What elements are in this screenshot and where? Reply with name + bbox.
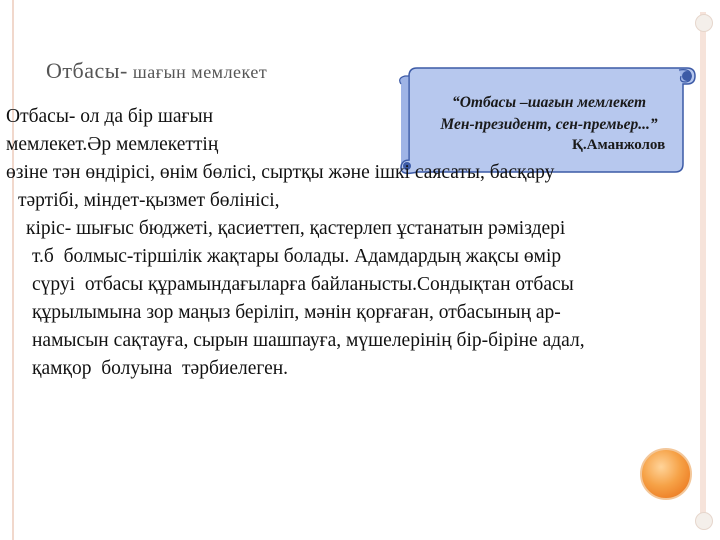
corner-dot-top xyxy=(695,14,713,32)
body-text xyxy=(6,103,714,383)
body-line: сүруі отбасы құрамындағыларға байланысты.Сондықтан отбасы xyxy=(32,274,574,295)
body-line: кіріс- шығыс бюджеті, қасиеттеп, қастерлеп ұстанатын рәміздері xyxy=(26,218,566,239)
corner-dot-bottom xyxy=(695,512,713,530)
body-line: т.б болмыс-тіршілік жақтары болады. Адамдардың жақсы өмір xyxy=(32,246,562,267)
scroll-knob-top xyxy=(682,71,692,81)
body-line: тәртібі, міндет-қызмет бөлінісі, xyxy=(18,190,280,211)
quote-line-2: Мен-президент, сен-премьер...” xyxy=(440,116,658,133)
quote-line-1: “Отбасы –шағын мемлекет xyxy=(451,94,647,111)
body-line: өзіне тән өндірісі, өнім бөлісі, сыртқы және ішкі саясаты, басқару xyxy=(6,162,555,183)
slide-title xyxy=(46,58,267,84)
title-rest: шағын мемлекет xyxy=(127,62,268,82)
quote-author: Қ.Аманжолов xyxy=(572,137,666,153)
body-line: намысын сақтауға, сырын шашпауға, мүшелерінің бір-біріне адал, xyxy=(32,330,585,351)
body-line: қамқор болуына тәрбиелеген. xyxy=(32,358,289,379)
body-line: Отбасы- ол да бір шағын xyxy=(6,106,214,127)
body-line: мемлекет.Әр мемлекеттің xyxy=(6,134,219,155)
title-first-word: Отбасы- xyxy=(46,58,128,83)
body-line: құрылымына зор маңыз беріліп, мәнін қорғаған, отбасының ар- xyxy=(32,302,561,323)
decorative-orange-circle xyxy=(640,448,692,500)
